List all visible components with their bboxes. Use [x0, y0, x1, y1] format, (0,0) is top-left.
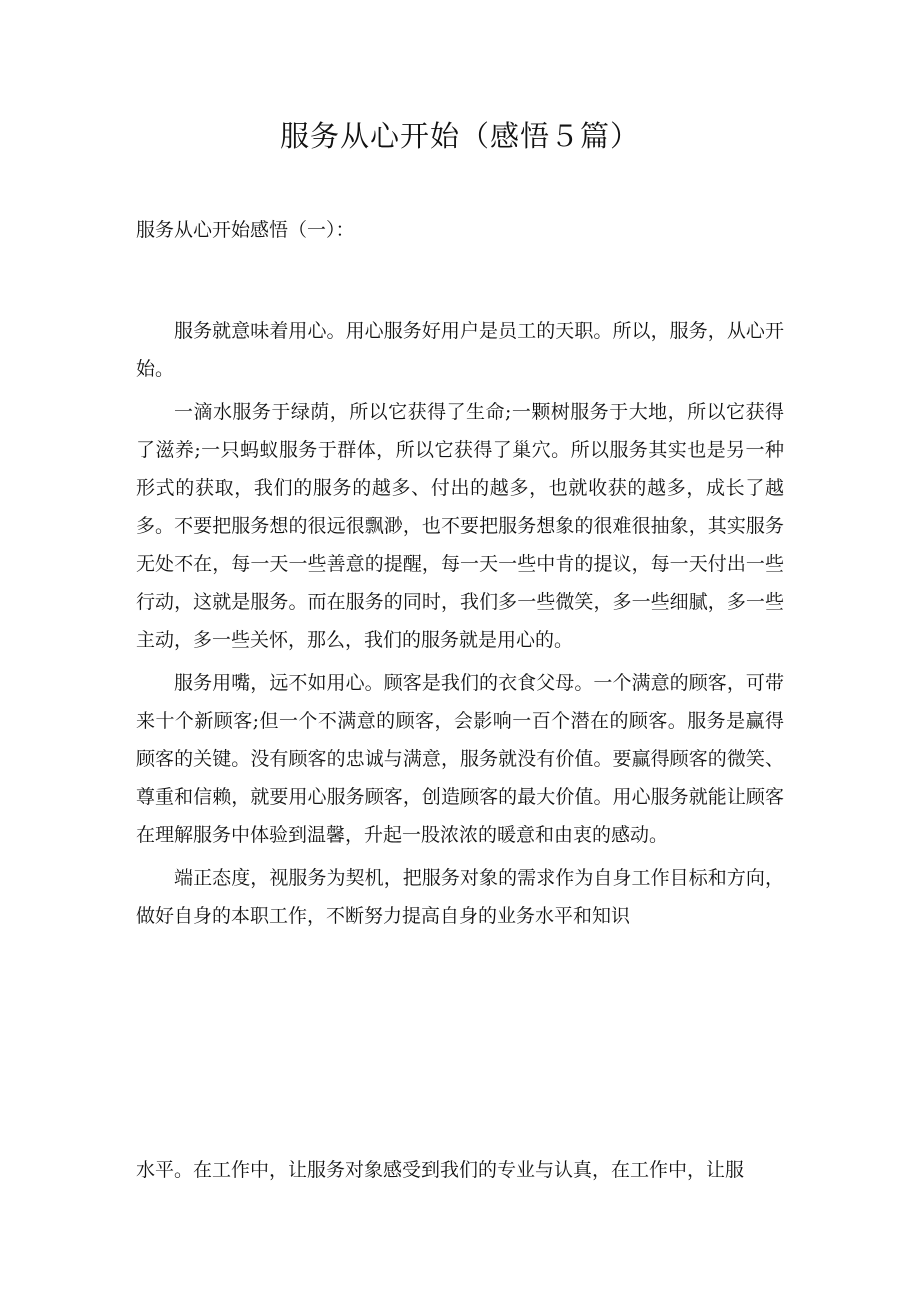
document-title: 服务从心开始（感悟５篇） [279, 119, 640, 153]
paragraph-1: 服务就意味着用心。用心服务好用户是员工的天职。所以，服务，从心开始。 [136, 320, 784, 380]
body-text [136, 312, 784, 940]
paragraph-continuation: 水平。在工作中，让服务对象感受到我们的专业与认真，在工作中，让服 [136, 1159, 745, 1181]
section-heading: 服务从心开始感悟（一）： [136, 219, 355, 241]
paragraph-3: 服务用嘴，远不如用心。顾客是我们的衣食父母。一个满意的顾客，可带来十个新顾客;但一个不满意的顾客，会影响一百个潜在的顾客。服务是赢得顾客的关键。没有顾客的忠诚与满意，服务就没有价值。要赢得顾客的微笑、尊重和信赖，就要用心服务顾客，创造顾客的最大价值。用心服务就能让顾客在理解服务中体验到温馨，升起一股浓浓的暖意和由衷的感动。 [136, 672, 784, 846]
paragraph-4: 端正态度，视服务为契机，把服务对象的需求作为自身工作目标和方向，做好自身的本职工作，不断努力提高自身的业务水平和知识 [136, 867, 784, 927]
paragraph-2: 一滴水服务于绿荫，所以它获得了生命;一颗树服务于大地，所以它获得了滋养;一只蚂蚁服务于群体，所以它获得了巢穴。所以服务其实也是另一种形式的获取，我们的服务的越多、付出的越多，也就收获的越多，成长了越多。不要把服务想的很远很飘渺，也不要把服务想象的很难很抽象，其实服务无处不在，每一天一些善意的提醒，每一天一些中肯的提议，每一天付出一些行动，这就是服务。而在服务的同时，我们多一些微笑，多一些细腻，多一些主动，多一些关怀，那么，我们的服务就是用心的。 [136, 401, 784, 651]
